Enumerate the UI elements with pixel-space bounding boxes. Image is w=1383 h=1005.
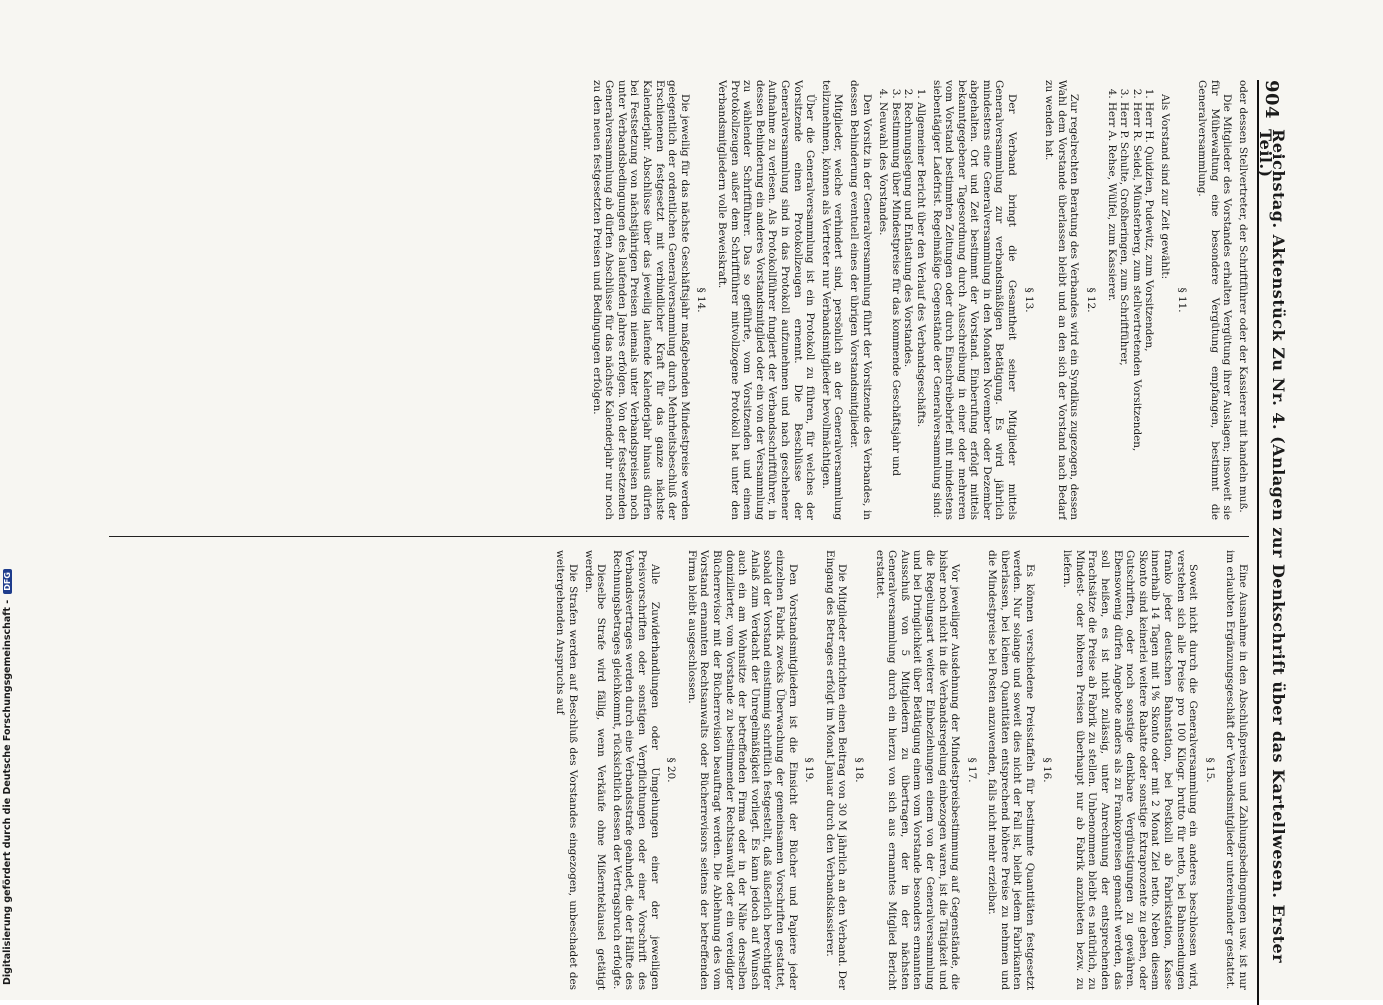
paragraph: Es können verschiedene Preisstaffeln für bestimmte Quantitäten festgesetzt werden. Nur solange und soweit dies nicht der Fall ist, bleibt jedem Fabrikanten überlassen, bei kleinen Quantitäten entsprechend höhere Preise zu nehmen und die Mindestpreise bei Posten anzuwenden, falls nicht mehr erzielbar. bbox=[986, 550, 1037, 990]
section-heading: § 13. bbox=[1022, 287, 1035, 313]
digitization-credit-strip bbox=[0, 0, 14, 1000]
section-heading: § 18. bbox=[852, 757, 865, 783]
list-item: 3. Bestimmung über Mindestpreise für das kommende Geschäftsjahr und bbox=[889, 102, 902, 520]
section-heading: § 17. bbox=[965, 757, 978, 783]
paragraph: Zur regelrechten Beratung des Verbandes wird ein Syndikus zugezogen, dessen Wahl dem Vorstande überlassen bleibt und an den sich der Vorstand nach Bedarf zu wenden hat. bbox=[1043, 80, 1081, 520]
paragraph: Mitglieder, welche verhindert sind, persönlich an der Generalversammlung teilzunehmen, können als Vertreter nur Verbandsmitglieder bevollmächtigen. bbox=[819, 80, 845, 520]
dfg-logo: DFG bbox=[3, 569, 12, 594]
page-title: Reichstag. Aktenstück Zu Nr. 4. (Anlagen zur Denkschrift über das Kartellwesen. Erster Teil.) bbox=[1256, 129, 1288, 964]
section-heading: § 19. bbox=[803, 757, 816, 783]
paragraph: Dieselbe Strafe wird fällig, wenn Verkäufe ohne Mißernteklausel getätigt werden. bbox=[582, 550, 608, 990]
list-item: 3. Herr P. Schulte, Großheringen, zum Schriftführer, bbox=[1118, 102, 1131, 520]
paragraph: Alle Zuwiderhandlungen oder Umgehungen einer der jeweiligen Preisvorschriften oder sonstigen Verpflichtungen oder einer Vorschrift des Verbandsvertrages werden durch eine Verbandsstrafe geahndet, die der Hälfte des Rechnungsbetrages gleichkommt, rücksichtlich dessen der Vertragsbruch erfolgte. bbox=[610, 550, 661, 990]
list-item: 1. Allgemeiner Bericht über den Verlauf des Verbandsgeschäfts. bbox=[914, 102, 927, 520]
paragraph: Der Verband bringt die Gesamtheit seiner Mitglieder mittels Generalversammlung zur verbandsmäßigen Betätigung. Es wird jährlich mindestens eine Generalversammlung in den Monaten November oder Dezember abgehalten. Ort und Zeit bestimmt der Vorstand. Einberufung erfolgt mittels bekanntgegebener Tagesordnung durch Ausschreibung in einer oder mehreren vom Vorstand bestimmten Zeitungen oder durch Einschreibebrief mit mindestens siebentägiger Ladefrist. Regelmäßige Gegenstände der Generalversammlung sind: bbox=[930, 80, 1019, 520]
paragraph: Soweit nicht durch die Generalversammlung ein anderes beschlossen wird, verstehen sich alle Preise pro 100 Kilogr. brutto für netto, bei Bahnsendungen franko jeder deutschen Bahnstation, bei Postkolli ab Fabrikstation, Kasse innerhalb 14 Tagen mit 1% Skonto oder mit 2 Monat Ziel netto. Neben diesem Skonto sind keinerlei weitere Rabatte oder sonstige Extraprozente zu geben, oder Gutschriften, oder noch sonstige denkbare Vergünstigungen zu gewähren. Ebensowenig dürfen Angebote anders als zu Frankopreisen gemacht werden, das soll heißen, es ist nicht zulässig, unter Anrechnung der entsprechenden Frachtsätze die Preise ab Fabrik zu stellen. Unbenommen bleibt es natürlich, zu Mindest- oder höheren Preisen überhaupt nur ab Fabrik anzubieten bezw. zu liefern. bbox=[1061, 550, 1200, 990]
paragraph: oder dessen Stellvertreter, der Schriftführer oder der Kassierer mit handeln muß. bbox=[1237, 80, 1249, 513]
paragraph: Vor jeweiliger Ausdehnung der Mindestpreisbestimmung auf Gegenstände, die bisher noch nicht in die Verbandsregelung einbezogen waren, ist die Tätigkeit und die Regelungsart weiterer Einbeziehungen einem von der Generalversammlung und bei Dringlichkeit über Betätigung einem vom Vorstande besonders ernannten Ausschuß von 5 Mitgliedern zu übertragen, der in der nächsten Generalversammlung durch ein hierzu von sich aus ernanntes Mitglied Bericht erstattet. bbox=[873, 550, 962, 990]
document-page bbox=[83, 80, 1288, 1005]
paragraph: Als Vorstand sind zur Zeit gewählt: bbox=[1159, 94, 1172, 280]
paragraph: Die Strafen werden auf Beschluß des Vorstandes eingezogen, unbeschadet des weitergehenden Anspruchs auf bbox=[554, 550, 580, 990]
list-item: 1. Herr H. Quidzien, Pudewitz, zum Vorsitzenden, bbox=[1143, 102, 1156, 520]
section-heading: § 11. bbox=[1175, 287, 1188, 313]
agenda-list bbox=[877, 102, 927, 520]
page-number: 904 bbox=[1261, 80, 1283, 120]
list-item: 2. Herr R. Seidel, Münsterberg, zum stellvertretenden Vorsitzenden, bbox=[1130, 102, 1143, 520]
right-column bbox=[99, 550, 1249, 990]
page-header bbox=[1256, 80, 1288, 1005]
board-list bbox=[1105, 102, 1155, 520]
paragraph: Die Mitglieder des Vorstandes erhalten Vergütung ihrer Auslagen; insoweit sie für Mühewaltung eine besondere Vergütung empfangen, bestimmt die Generalversammlung. bbox=[1196, 80, 1234, 520]
paragraph: Die Mitglieder entrichten einen Beitrag von 30 M jährlich an den Verband. Der Eingang des Betrages erfolgt im Monat Januar durch den Verbandskassierer. bbox=[823, 550, 849, 990]
left-column bbox=[99, 80, 1249, 520]
section-heading: § 15. bbox=[1203, 757, 1216, 783]
section-heading: § 16. bbox=[1040, 757, 1053, 783]
section-heading: § 20. bbox=[665, 757, 678, 783]
section-heading: § 12. bbox=[1085, 287, 1098, 313]
paragraph: Die jeweilig für das nächste Geschäftsjahr maßgebenden Mindestpreise werden gelegentlich der ordentlichen Generalversammlung durch Mehrheitsbeschluß der Erschienenen festgesetzt mit verbindlicher Kraft für das ganze nächste Kalenderjahr. Abschlüsse über das jeweilig laufende Kalenderjahr hinaus dürfen bei Festsetzung von nächstjährigen Preisen niemals unter Verbandspreisen noch unter Verbandsbedingungen des laufenden Jahres erfolgen. Von der festsetzenden Generalversammlung ab dürfen Abschlüsse für das nächste Kalenderjahr nur noch zu den neuen festgesetzten Preisen und Bedingungen erfolgen. bbox=[590, 80, 691, 520]
list-item: 4. Neuwahl des Vorstandes. bbox=[877, 102, 890, 520]
section-heading: § 14. bbox=[695, 287, 708, 313]
column-divider bbox=[109, 536, 1249, 537]
paragraph: Über die Generalversammlung ist ein Protokoll zu führen, für welches der Vorsitzende einen Protokollzeugen ernennt. Die Beschlüsse der Generalversammlung sind in das Protokoll aufzunehmen und nach geschehener Aufnahme zu verlesen. Als Protokollführer fungiert der Verbandsschriftführer, in dessen Behinderung ein anderes Vorstandsmitglied oder ein von der Versammlung zu wählender Schriftführer. Das so geführte, vom Vorsitzenden und einem Protokollzeugen außer dem Schriftführer mitvollzogene Protokoll hat unter den Verbandsmitgliedern volle Beweiskraft. bbox=[716, 80, 817, 520]
paragraph: Den Vorsitz in der Generalversammlung führt der Vorsitzende des Verbandes, in dessen Behinderung eventuell eines der übrigen Vorstandsmitglieder. bbox=[847, 80, 873, 520]
paragraph: Eine Ausnahme in den Abschlußpreisen und Zahlungsbedingungen usw. ist nur im erlaubten Ergänzungsgeschäft der Verbandsmitglieder untereinander gestattet. bbox=[1224, 550, 1249, 990]
list-item: 2. Rechnungslegung und Entlastung des Vorstandes. bbox=[902, 102, 915, 520]
digitization-credit: Digitalisierung gefördert durch die Deutsche Forschungsgemeinschaft - bbox=[1, 599, 13, 985]
list-item: 4. Herr A. Rehse, Wülfel, zum Kassierer. bbox=[1105, 102, 1118, 520]
paragraph: Den Vorstandsmitgliedern ist die Einsicht der Bücher und Papiere jeder einzelnen Fabrik zwecks Überwachung der gemeinsamen Vorschriften gestattet, sobald der Vorstand einstimmig schriftlich festgestellt, daß äußerlich berechtigter Anlaß zum Verdacht der Unregelmäßigkeit vorliegt. Es kann jedoch auf Wunsch auch ein am Wohnsitze der betreffenden Firma oder in der Nähe derselben domizilierter, vom Vorstande zu bestimmender Rechtsanwalt oder ein vereidigter Bücherrevisor mit der Bücherrevision beauftragt werden. Die Ablehnung des vom Vorstand ernannten Rechtsanwalts oder Bücherrevisors seitens der betreffenden Firma bleibt ausgeschlossen. bbox=[685, 550, 799, 990]
